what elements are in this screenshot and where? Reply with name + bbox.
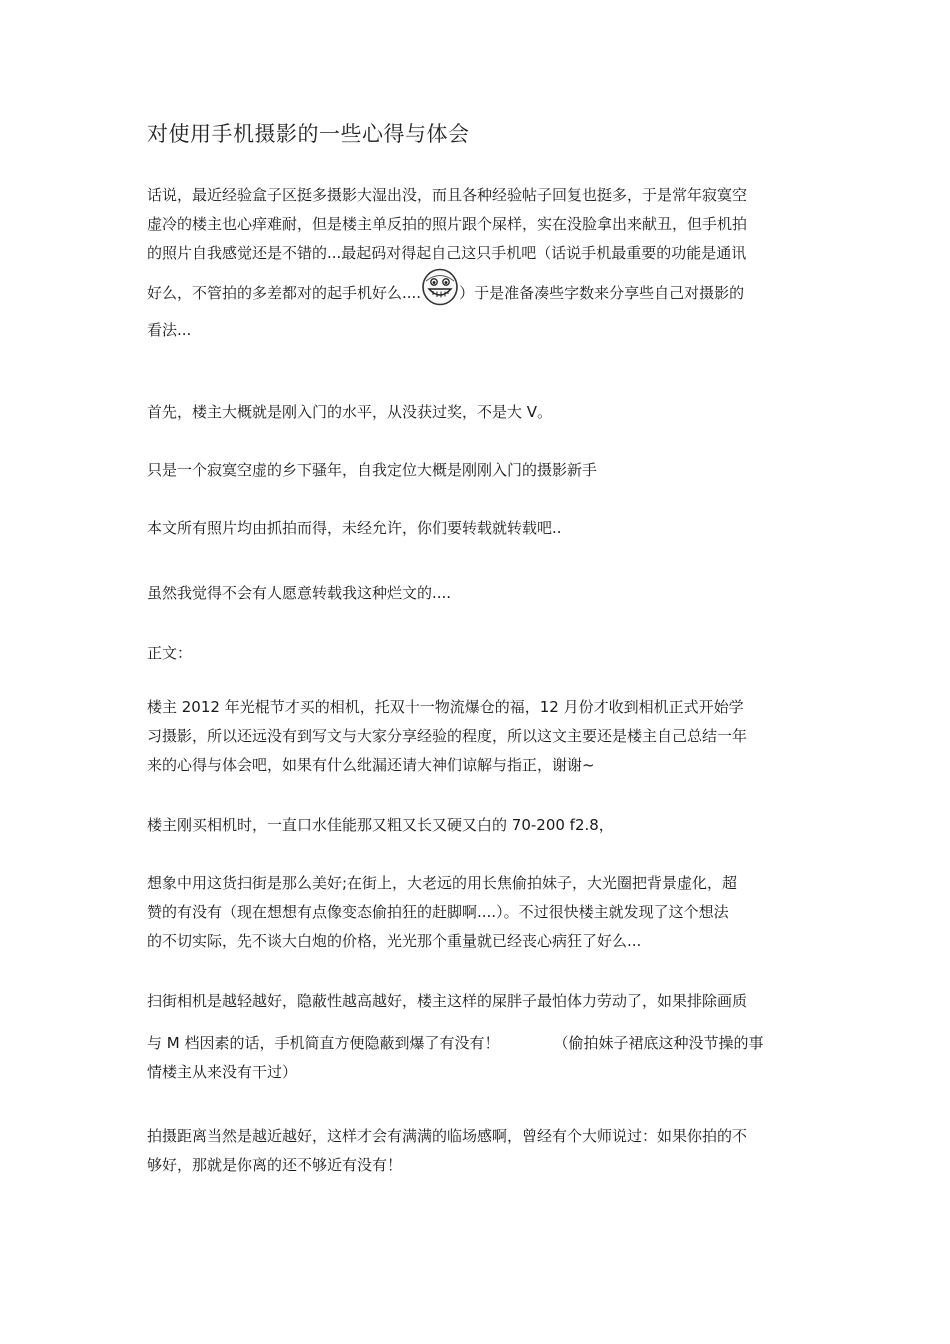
text-line: 够好，那就是你离的还不够近有没有！ xyxy=(147,1156,403,1174)
grinning-face-icon xyxy=(421,268,459,306)
text-line: 首先，楼主大概就是刚入门的水平，从没获过奖，不是大 V。 xyxy=(147,403,553,421)
text-line: 的照片自我感觉还是不错的...最起码对得起自己这只手机吧（话说手机最重要的功能是通讯 xyxy=(147,244,747,262)
text-line: 情楼主从来没有干过） xyxy=(147,1063,298,1081)
text-line: 只是一个寂寞空虚的乡下骚年，自我定位大概是刚刚入门的摄影新手 xyxy=(147,461,598,479)
text-line: 虽然我觉得不会有人愿意转载我这种烂文的.... xyxy=(147,584,452,602)
text-line: 本文所有照片均由抓拍而得，未经允许，你们要转载就转载吧.. xyxy=(147,519,562,537)
text-line: 虚冷的楼主也心痒难耐，但是楼主单反拍的照片跟个屎样，实在没脸拿出来献丑，但手机拍 xyxy=(147,215,748,233)
paragraph-distance xyxy=(147,1122,810,1180)
text-line: 赞的有没有（现在想想有点像变态偷拍狂的赶脚啊....）。不过很快楼主就发现了这个想法 xyxy=(147,903,729,921)
text-line: 楼主刚买相机时，一直口水佳能那又粗又长又硬又白的 70-200 f2.8， xyxy=(147,816,614,834)
paragraph-lonely xyxy=(147,456,810,485)
text-line: 话说，最近经验盒子区挺多摄影大湿出没，而且各种经验帖子回复也挺多，于是常年寂寞空 xyxy=(147,186,748,204)
paragraph-lens xyxy=(147,811,810,840)
paragraph-first xyxy=(147,398,810,427)
page-title: 对使用手机摄影的一些心得与体会 xyxy=(147,122,470,146)
paragraph-imagine xyxy=(147,869,810,956)
text-line xyxy=(147,1029,810,1058)
paragraph-bad xyxy=(147,579,810,608)
paragraph-body-label xyxy=(147,639,810,668)
paragraph-copyright xyxy=(147,514,810,543)
text-segment: 好么，不管拍的多差都对的起手机好么.... xyxy=(147,284,422,302)
paragraph-street xyxy=(147,987,810,1087)
text-line: 看法... xyxy=(147,321,192,339)
text-line: 楼主 2012 年光棍节才买的相机，托双十一物流爆仓的福，12 月份才收到相机正式开始学 xyxy=(147,698,744,716)
text-segment: 与 M 档因素的话，手机简直方便隐蔽到爆了有没有！ xyxy=(147,1034,500,1052)
paragraph-camera xyxy=(147,693,810,780)
text-line: 想象中用这货扫街是那么美好;在街上，大老远的用长焦偷拍妹子，大光圈把背景虚化，超 xyxy=(147,874,738,892)
intro-paragraph xyxy=(147,181,810,345)
text-segment: ）于是准备凑些字数来分享些自己对摄影的 xyxy=(459,284,745,302)
text-segment: （偷拍妹子裙底这种没节操的事 xyxy=(553,1034,764,1052)
text-line: 来的心得与体会吧，如果有什么纰漏还请大神们谅解与指正，谢谢~ xyxy=(147,756,595,774)
text-line: 拍摄距离当然是越近越好，这样才会有满满的临场感啊，曾经有个大师说过：如果你拍的不 xyxy=(147,1127,748,1145)
text-line: 习摄影，所以还远没有到写文与大家分享经验的程度，所以这文主要还是楼主自己总结一年 xyxy=(147,727,748,745)
text-line: 的不切实际，先不谈大白炮的价格，光光那个重量就已经丧心病狂了好么... xyxy=(147,932,642,950)
text-line: 正文： xyxy=(147,644,193,662)
text-line-with-emoji xyxy=(147,268,810,316)
text-line: 扫街相机是越轻越好，隐蔽性越高越好，楼主这样的屎胖子最怕体力劳动了，如果排除画质 xyxy=(147,992,748,1010)
